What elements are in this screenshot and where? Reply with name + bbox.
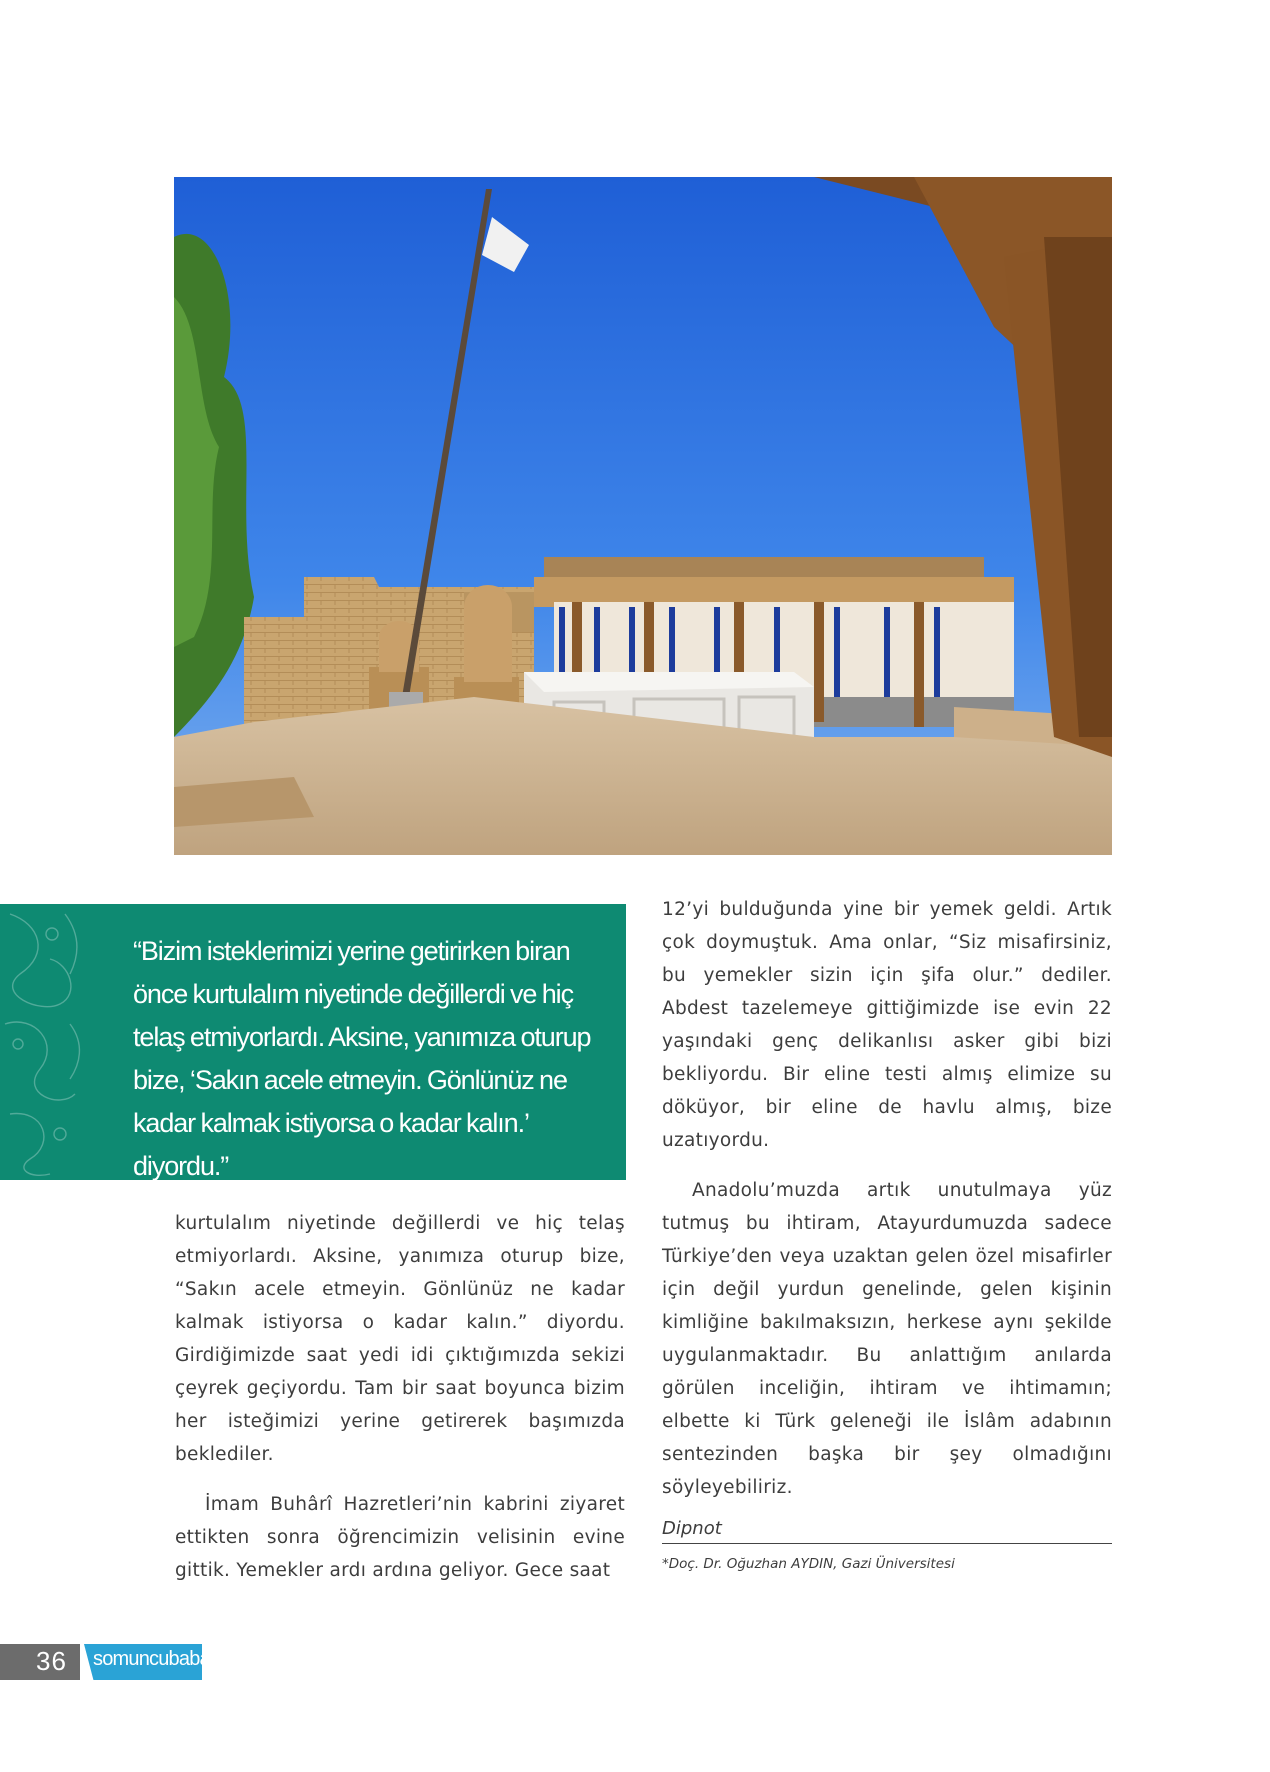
page-footer xyxy=(0,1644,210,1680)
left-column xyxy=(175,1207,625,1587)
brand-logo-text: somuncubaba xyxy=(93,1648,210,1670)
body-paragraph: Anadolu’muzda artık unutulmaya yüz tutmuş bu ihtiram, Atayurdumuzda sadece Türkiye’den veya uzaktan gelen özel misafirler için değil yurdun genelinde, gelen kişinin kimliğine bakılmaksızın, herkese aynı şekilde uygulanmaktadır. Bu anlattığım anılarda görülen inceliğin, ihtiram ve ihtimamın; elbette ki Türk geleneği ile İslâm adabının sentezinden başka bir şey olmadığını söyleyebiliriz. xyxy=(662,1180,1112,1498)
body-paragraph: 12’yi bulduğunda yine bir yemek geldi. Artık çok doymuştuk. Ama onlar, “Siz misafirsiniz, bu yemekler sizin için şifa olur.” dediler. Abdest tazelemeye gittiğimizde ise evin 22 yaşındaki genç delikanlısı asker gibi bizi bekliyordu. Bir eline testi almış elimize su döküyor, bir eline de havlu almış, bize uzatıyordu. xyxy=(662,899,1112,1151)
courtyard-photo xyxy=(174,177,1112,855)
pull-quote-box xyxy=(0,904,626,1180)
floral-pattern-icon xyxy=(0,904,86,1180)
page-number: 36 xyxy=(36,1646,67,1676)
pull-quote-text: “Bizim isteklerimizi yerine getirirken biran önce kurtulalım niyetinde değillerdi ve hiç telaş etmiyorlardı. Aksine, yanımıza oturup bize, ‘Sakın acele etmeyin. Gönlünüz ne kadar kalmak istiyorsa o kadar kalın.’ diyordu.” xyxy=(133,936,591,1180)
footnote-text: *Doç. Dr. Oğuzhan AYDIN, Gazi Üniversitesi xyxy=(662,1556,955,1572)
body-paragraph: İmam Buhârî Hazretleri’nin kabrini ziyaret ettikten sonra öğrencimizin velisinin evine gittik. Yemekler ardı ardına geliyor. Gece saat xyxy=(175,1494,625,1581)
right-column xyxy=(662,893,1112,1572)
footnote-title: Dipnot xyxy=(662,1518,1112,1544)
body-paragraph: kurtulalım niyetinde değillerdi ve hiç telaş etmiyorlardı. Aksine, yanımıza oturup bize, “Sakın acele etmeyin. Gönlünüz ne kadar kalmak istiyorsa o kadar kalın.” diyordu. Girdiğimizde saat yedi idi çıktığımızda sekizi çeyrek geçiyordu. Tam bir saat boyunca bizim her isteğimizi yerine getirerek başımızda beklediler. xyxy=(175,1213,625,1465)
